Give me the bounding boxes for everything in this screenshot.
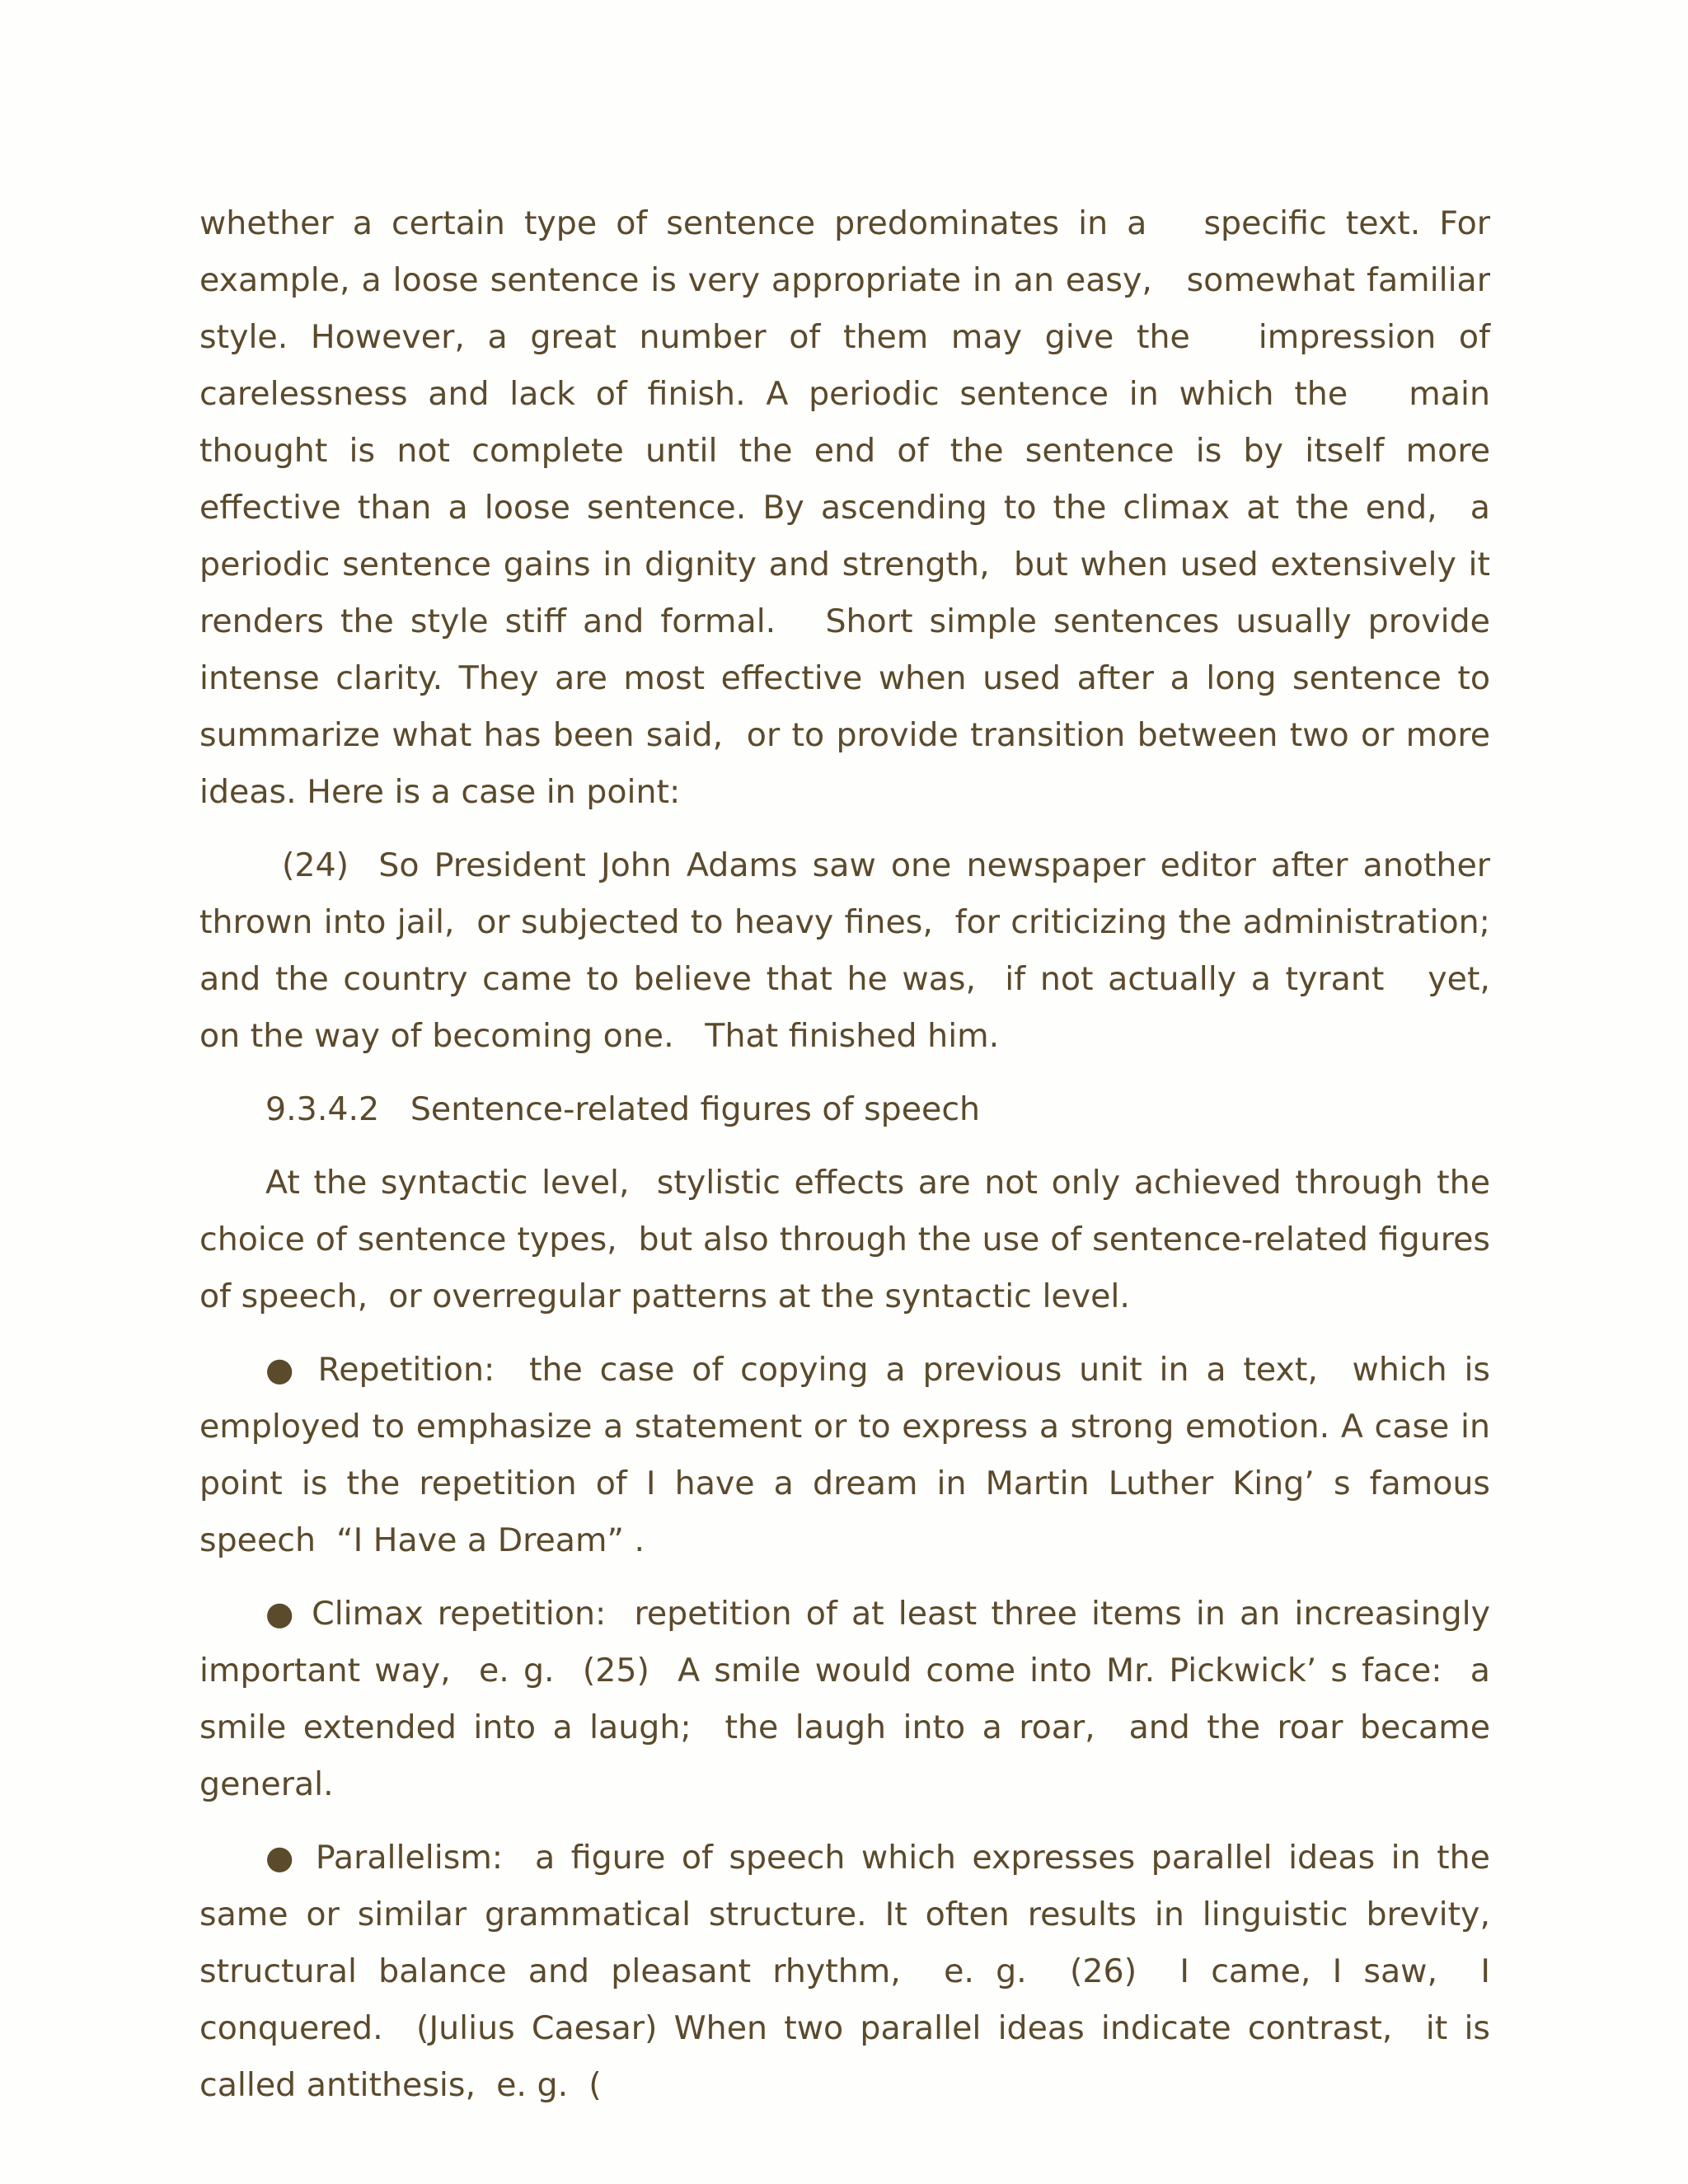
bullet-parallelism: ● Parallelism: a figure of speech which expresses parallel ideas in the same or similar grammatical structure. It often results in linguistic brevity, structural balance and pleasant rhythm, e. g. (26) I came, I saw, I conquered. (Julius Caesar) When two parallel ideas indicate contrast, it is called antithesis, e. g. (	[199, 1839, 1501, 2104]
bullet-repetition: ● Repetition: the case of copying a previous unit in a text, which is employed to emphasize a statement or to express a strong emotion. A case in point is the repetition of I have a dream in Martin Luther King’ s famous speech “I Have a Dream” .	[199, 1351, 1501, 1559]
paragraph-sentence-types: whether a certain type of sentence predominates in a specific text. For example, a loose sentence is very appropriate in an easy, somewhat familiar style. However, a great number of them may give the impression of carelessness and lack of finish. A periodic sentence in which the main thought is not complete until the end of the sentence is by itself more effective than a loose sentence. By ascending to the climax at the end, a periodic sentence gains in dignity and strength, but when used extensively it renders the style stiff and formal. Short simple sentences usually provide intense clarity. They are most effective when used after a long sentence to summarize what has been said, or to provide transition between two or more ideas. Here is a case in point:	[199, 204, 1522, 811]
bullet-climax-repetition: ● Climax repetition: repetition of at least three items in an increasingly important way, e. g. (25) A smile would come into Mr. Pickwick’ s face: a smile extended into a laugh; the laugh into a roar, and the roar became general.	[199, 1595, 1501, 1803]
section-heading: 9.3.4.2 Sentence-related figures of speech	[265, 1090, 981, 1128]
document-page	[199, 195, 1532, 2130]
paragraph-syntactic-level: At the syntactic level, stylistic effects are not only achieved through the choice of sentence types, but also through the use of sentence-related figures of speech, or overregular patterns at the syntactic level.	[199, 1164, 1501, 1315]
example-24: (24) So President John Adams saw one newspaper editor after another thrown into jail, or subjected to heavy fines, for criticizing the administration; and the country came to believe that he was, if not actually a tyrant yet, on the way of becoming one. That finished him.	[199, 846, 1532, 1055]
